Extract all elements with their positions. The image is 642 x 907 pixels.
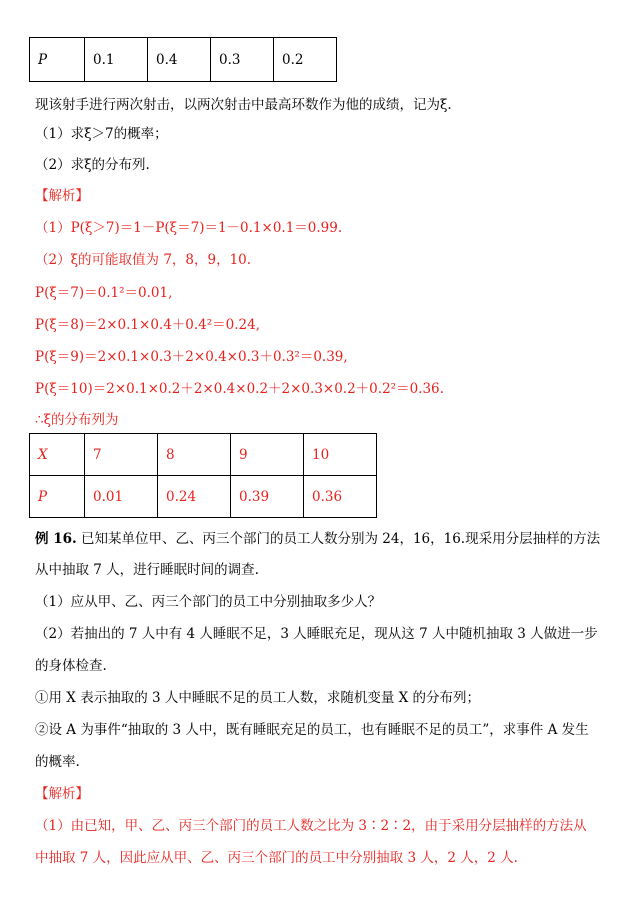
table-cell: 10 <box>304 434 377 476</box>
solution-line: （1）P(ξ＞7)＝1－P(ξ＝7)＝1－0.1×0.1＝0.99. <box>35 220 343 236</box>
table-cell: 0.3 <box>211 38 274 82</box>
table-cell: 8 <box>158 434 231 476</box>
table-cell: 0.39 <box>231 476 304 518</box>
question-intro: 现该射手进行两次射击，以两次射击中最高环数作为他的成绩，记为ξ. <box>35 97 452 113</box>
example-subpart-1: ①用 X 表示抽取的 3 人中睡眠不足的员工人数，求随机变量 X 的分布列； <box>35 690 481 706</box>
table-row-label: P <box>30 476 85 518</box>
solution-header: 【解析】 <box>35 188 89 204</box>
table-cell: 0.36 <box>304 476 377 518</box>
table-row-label: P <box>30 38 85 82</box>
table-cell: 0.01 <box>85 476 158 518</box>
question-part-2: （2）求ξ的分布列. <box>35 157 150 173</box>
example-subpart-2: ②设 A 为事件“抽取的 3 人中，既有睡眠充足的员工，也有睡眠不足的员工”，求事件 A 发生 <box>35 722 589 738</box>
table-cell: 0.4 <box>148 38 211 82</box>
probability-table-1 <box>29 37 337 82</box>
table-cell: 0.1 <box>85 38 148 82</box>
solution-line: P(ξ＝7)＝0.1²＝0.01, <box>35 285 173 301</box>
table-cell: 0.24 <box>158 476 231 518</box>
solution-line: （2）ξ的可能取值为 7，8，9，10. <box>35 252 252 268</box>
solution-line: ∴ξ的分布列为 <box>35 412 119 428</box>
example-text: 从中抽取 7 人，进行睡眠时间的调查. <box>35 562 259 578</box>
example-title: 例 16. <box>35 531 77 547</box>
solution-line: P(ξ＝9)＝2×0.1×0.3＋2×0.4×0.3＋0.3²＝0.39, <box>35 349 348 365</box>
table-row-label: X <box>30 434 85 476</box>
question-part-1: （1）求ξ＞7的概率； <box>35 126 168 142</box>
solution-header: 【解析】 <box>35 786 89 802</box>
table-cell: 7 <box>85 434 158 476</box>
example-part-1: （1）应从甲、乙、丙三个部门的员工中分别抽取多少人？ <box>35 594 382 610</box>
example-text: 的身体检查. <box>35 658 107 674</box>
example-first-line <box>35 527 600 547</box>
example-text: 已知某单位甲、乙、丙三个部门的员工人数分别为 24，16，16.现采用分层抽样的方法 <box>80 531 601 547</box>
distribution-table <box>29 433 377 518</box>
table-cell: 9 <box>231 434 304 476</box>
table-cell: 0.2 <box>274 38 337 82</box>
example-part-2: （2）若抽出的 7 人中有 4 人睡眠不足，3 人睡眠充足，现从这 7 人中随机抽取 3 人做进一步 <box>35 626 598 642</box>
example-text: 的概率. <box>35 754 80 770</box>
solution-line: P(ξ＝8)＝2×0.1×0.4＋0.4²＝0.24, <box>35 317 261 333</box>
solution-line: 中抽取 7 人，因此应从甲、乙、丙三个部门的员工中分别抽取 3 人，2 人，2 人. <box>35 850 518 866</box>
solution-line: P(ξ＝10)＝2×0.1×0.2＋2×0.4×0.2＋2×0.3×0.2＋0.2²＝0.36. <box>35 381 444 397</box>
solution-line: （1）由已知，甲、乙、丙三个部门的员工人数之比为 3∶2∶2，由于采用分层抽样的方法从 <box>35 818 587 834</box>
